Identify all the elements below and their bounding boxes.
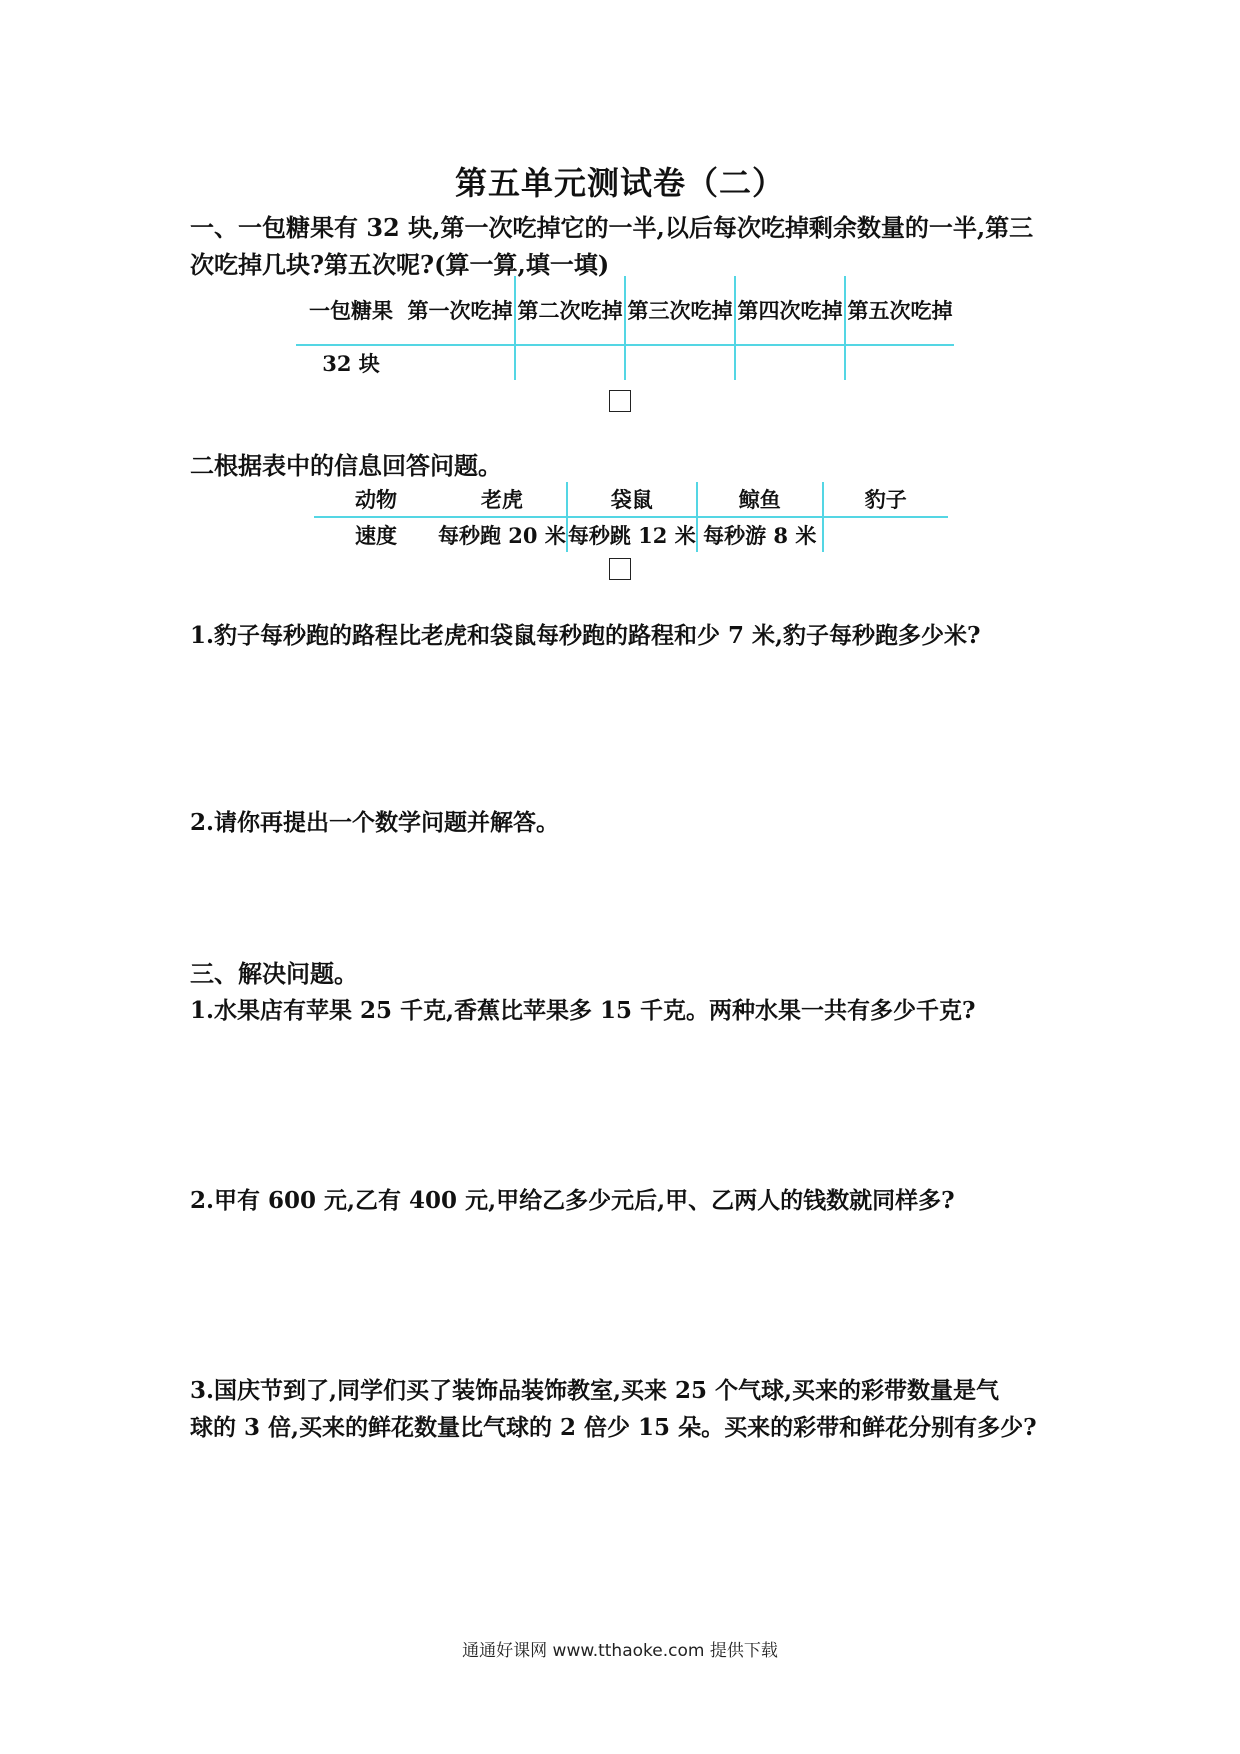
animal-table-answer-cell[interactable]	[823, 517, 948, 552]
page-title: 第五单元测试卷（二）	[454, 164, 785, 202]
section3-question-2: 2.甲有 600 元,乙有 400 元,甲给乙多少元后,甲、乙两人的钱数就同样多?	[190, 1187, 955, 1214]
section3-heading: 三、解决问题。	[190, 959, 358, 988]
candy-table-answer-cell[interactable]	[735, 345, 845, 380]
animal-table-header-cell: 袋鼠	[567, 482, 697, 517]
candy-table-answer-cell[interactable]	[625, 345, 735, 380]
section3-question-3-line1: 3.国庆节到了,同学们买了装饰品装饰教室,买来 25 个气球,买来的彩带数量是气	[190, 1377, 1000, 1404]
animal-table-header-row	[314, 482, 948, 517]
animal-table-cell: 每秒跑 20 米	[438, 517, 567, 552]
animal-table-cell: 速度	[355, 522, 397, 548]
candy-table-header-cell: 第五次吃掉	[845, 276, 954, 345]
candy-table-header-row	[296, 276, 954, 345]
candy-table-answer-cell[interactable]	[406, 345, 515, 380]
animal-table-header-cell: 老虎	[438, 482, 567, 517]
candy-table-header-cell: 第三次吃掉	[625, 276, 735, 345]
section1-question-line2: 次吃掉几块?第五次呢?(算一算,填一填)	[190, 250, 610, 279]
candy-table-header-cell: 第一次吃掉	[406, 276, 515, 345]
section3-question-1: 1.水果店有苹果 25 千克,香蕉比苹果多 15 千克。两种水果一共有多少千克?	[190, 997, 976, 1024]
placeholder-box	[609, 390, 631, 412]
section2-question-2: 2.请你再提出一个数学问题并解答。	[190, 809, 560, 836]
animal-table-cell: 每秒游 8 米	[697, 517, 823, 552]
candy-table-header-cell: 第二次吃掉	[515, 276, 625, 345]
placeholder-box	[609, 558, 631, 580]
candy-table-header-cell: 第四次吃掉	[735, 276, 845, 345]
footer-credit: 通通好课网 www.tthaoke.com 提供下载	[462, 1641, 778, 1661]
animal-table-header-cell: 豹子	[823, 482, 948, 517]
candy-table-cell: 32 块	[322, 350, 380, 376]
candy-table-answer-cell[interactable]	[845, 345, 954, 380]
animal-table-header-cell: 动物	[314, 482, 438, 517]
candy-table-header-cell: 一包糖果	[296, 276, 406, 345]
candy-table-answer-cell[interactable]	[515, 345, 625, 380]
animal-table-cell: 每秒跳 12 米	[567, 517, 697, 552]
section2-heading: 二根据表中的信息回答问题。	[190, 451, 502, 480]
section1-question-line1: 一、一包糖果有 32 块,第一次吃掉它的一半,以后每次吃掉剩余数量的一半,第三	[190, 213, 1034, 242]
candy-table	[296, 276, 954, 380]
animal-table-header-cell: 鲸鱼	[697, 482, 823, 517]
animal-speed-table	[314, 482, 948, 552]
section2-question-1: 1.豹子每秒跑的路程比老虎和袋鼠每秒跑的路程和少 7 米,豹子每秒跑多少米?	[190, 622, 981, 649]
animal-table-row	[314, 517, 948, 552]
section3-question-3-line2: 球的 3 倍,买来的鲜花数量比气球的 2 倍少 15 朵。买来的彩带和鲜花分别有多少?	[190, 1414, 1037, 1441]
candy-table-row	[296, 345, 954, 380]
